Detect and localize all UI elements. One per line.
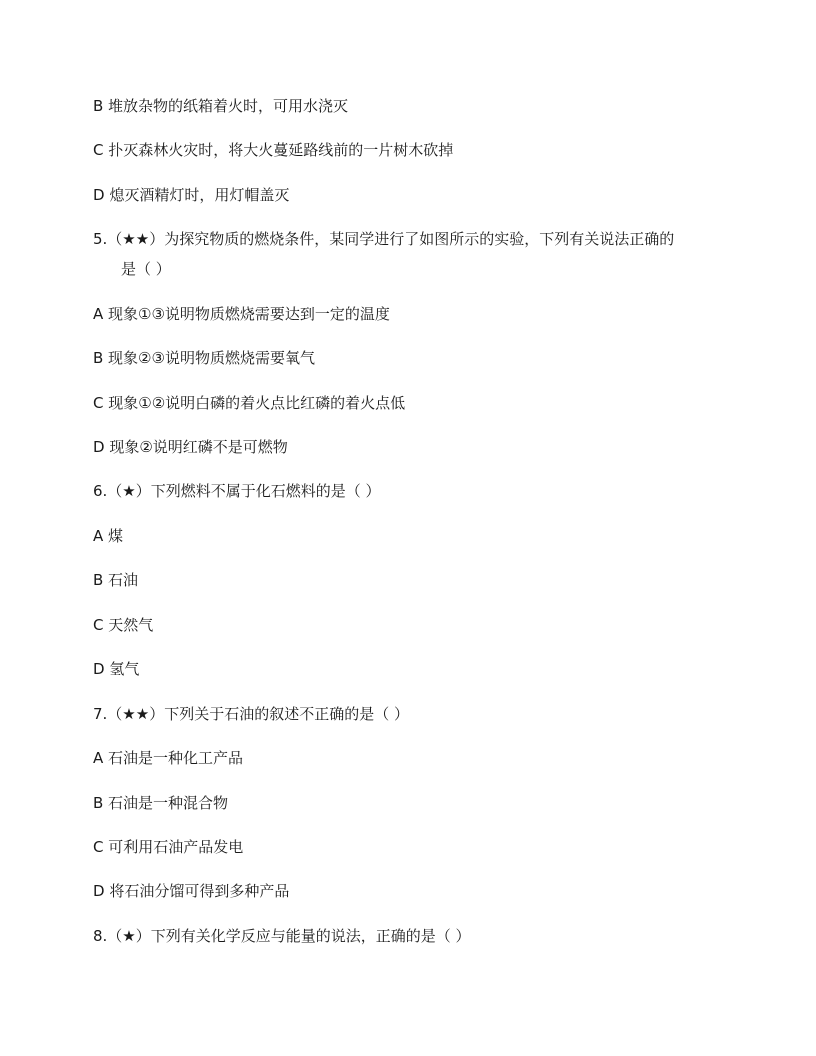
q7-option-a: A 石油是一种化工产品 — [93, 749, 244, 767]
q6-option-b: B 石油 — [93, 571, 139, 589]
q7-option-c: C 可利用石油产品发电 — [93, 838, 244, 856]
q4-option-c: C 扑灭森林火灾时，将大火蔓延路线前的一片树木砍掉 — [93, 141, 454, 159]
q7-option-b: B 石油是一种混合物 — [93, 794, 229, 812]
q5-option-c: C 现象①②说明白磷的着火点比红磷的着火点低 — [93, 394, 406, 412]
q8-question: 8.（★）下列有关化学反应与能量的说法，正确的是（ ） — [93, 927, 471, 945]
q5-option-b: B 现象②③说明物质燃烧需要氧气 — [93, 349, 315, 367]
q7-option-d: D 将石油分馏可得到多种产品 — [93, 882, 290, 900]
q4-option-b: B 堆放杂物的纸箱着火时，可用水浇灭 — [93, 97, 349, 115]
q7-question: 7.（★★）下列关于石油的叙述不正确的是（ ） — [93, 705, 409, 723]
q5-question: 5.（★★）为探究物质的燃烧条件，某同学进行了如图所示的实验，下列有关说法正确的 — [93, 230, 675, 248]
q6-option-c: C 天然气 — [93, 616, 154, 634]
q5-option-a: A 现象①③说明物质燃烧需要达到一定的温度 — [93, 305, 390, 323]
q6-option-d: D 氢气 — [93, 660, 140, 678]
q6-question: 6.（★）下列燃料不属于化石燃料的是（ ） — [93, 482, 381, 500]
q5-option-d: D 现象②说明红磷不是可燃物 — [93, 438, 288, 456]
q4-option-d: D 熄灭酒精灯时，用灯帽盖灭 — [93, 186, 290, 204]
q5-question-cont: 是（ ） — [121, 260, 171, 278]
q6-option-a: A 煤 — [93, 527, 124, 545]
